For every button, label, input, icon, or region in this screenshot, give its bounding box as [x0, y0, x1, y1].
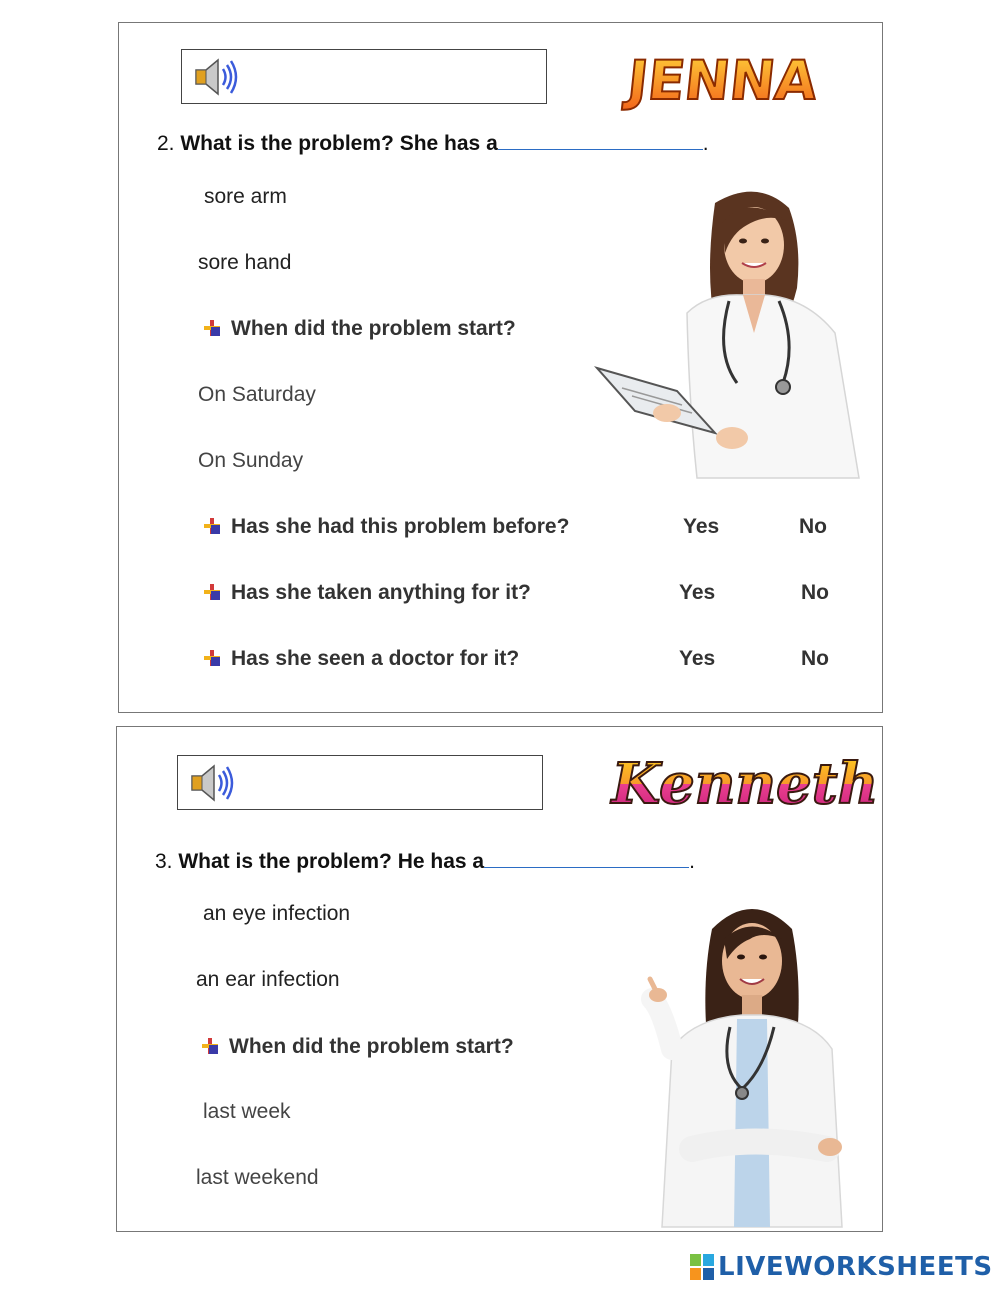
doctor-clipboard-image	[597, 183, 859, 478]
audio-player[interactable]	[177, 755, 543, 810]
sub-question-taken: Has she taken anything for it?	[231, 581, 531, 604]
sub-question-start: When did the problem start?	[231, 317, 516, 340]
sub-question-doctor: Has she seen a doctor for it?	[231, 647, 520, 670]
svg-text:JENNA: JENNA	[624, 49, 821, 112]
option-sore-hand[interactable]: sore hand	[198, 251, 292, 274]
speaker-icon[interactable]	[192, 56, 242, 98]
no-button[interactable]: No	[801, 647, 829, 670]
bullet-icon	[203, 319, 221, 337]
card-jenna	[118, 22, 883, 713]
option-on-sunday[interactable]: On Sunday	[198, 449, 304, 472]
no-button[interactable]: No	[801, 581, 829, 604]
question-3	[155, 849, 695, 874]
yes-button[interactable]: Yes	[683, 515, 720, 538]
question-2	[157, 131, 709, 156]
option-sore-arm[interactable]: sore arm	[204, 185, 287, 208]
bullet-icon	[203, 517, 221, 535]
option-on-saturday[interactable]: On Saturday	[198, 383, 316, 406]
no-button[interactable]: No	[799, 515, 827, 538]
liveworksheets-icon	[690, 1254, 714, 1280]
option-ear-infection[interactable]: an ear infection	[196, 968, 340, 991]
card-kenneth	[116, 726, 883, 1232]
svg-text:Kenneth: Kenneth	[611, 751, 879, 817]
brand-text: LIVEWORKSHEETS	[718, 1252, 993, 1282]
question-period: .	[702, 132, 709, 155]
kenneth-logo	[611, 741, 879, 825]
question-number: 3.	[155, 850, 173, 873]
option-last-weekend[interactable]: last weekend	[196, 1166, 319, 1189]
bullet-icon	[203, 649, 221, 667]
liveworksheets-logo	[690, 1252, 993, 1282]
yes-button[interactable]: Yes	[679, 581, 716, 604]
jenna-logo	[624, 47, 829, 112]
sub-question-start: When did the problem start?	[229, 1035, 514, 1058]
speaker-icon[interactable]	[188, 762, 238, 804]
question-text: What is the problem? She has a	[180, 132, 498, 155]
doctor-pointing-image	[652, 899, 852, 1227]
bullet-icon	[201, 1037, 219, 1055]
question-text: What is the problem? He has a	[178, 850, 485, 873]
bullet-icon	[203, 583, 221, 601]
audio-player[interactable]	[181, 49, 547, 104]
yes-button[interactable]: Yes	[679, 647, 716, 670]
option-eye-infection[interactable]: an eye infection	[203, 902, 351, 925]
question-number: 2.	[157, 132, 175, 155]
answer-blank[interactable]	[484, 849, 689, 868]
sub-question-before: Has she had this problem before?	[231, 515, 570, 538]
question-period: .	[689, 850, 695, 873]
answer-blank[interactable]	[498, 131, 703, 150]
option-last-week[interactable]: last week	[203, 1100, 291, 1123]
